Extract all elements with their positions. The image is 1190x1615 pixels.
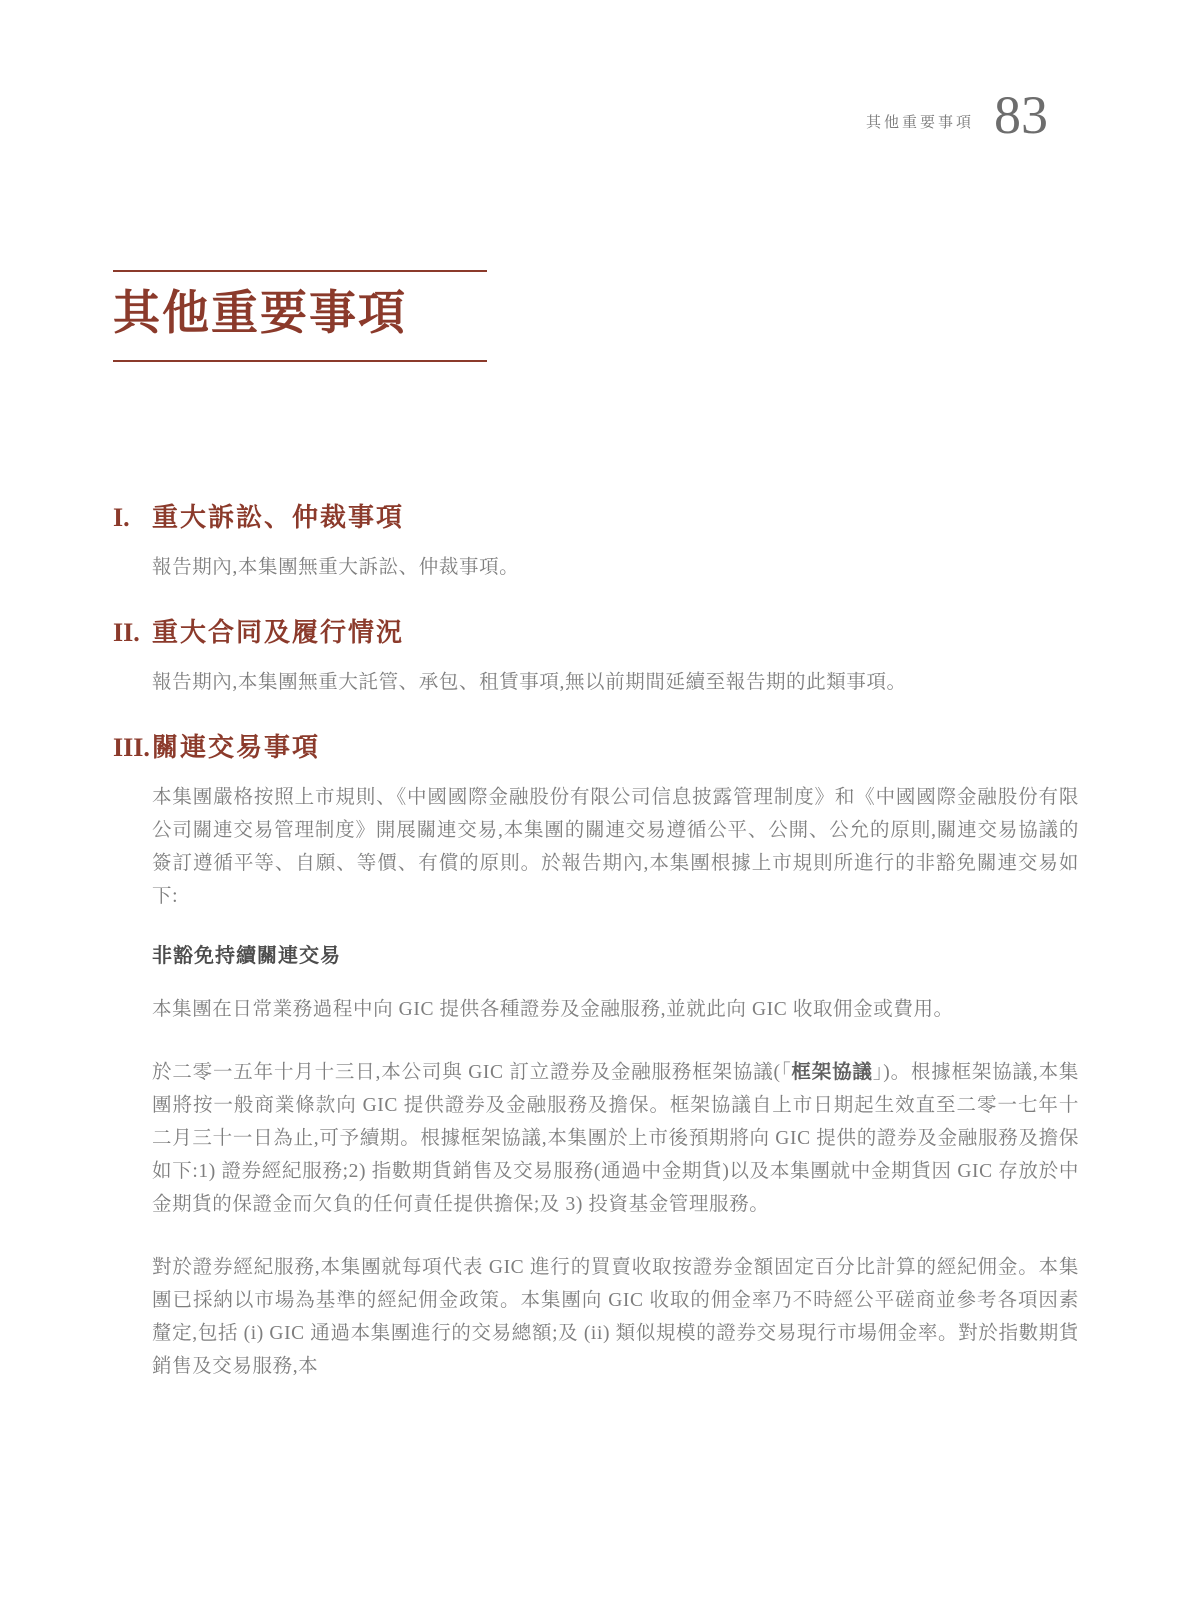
defined-term: 框架協議 bbox=[791, 1062, 873, 1083]
page-number: 83 bbox=[994, 85, 1048, 145]
paragraph bbox=[152, 1056, 1079, 1221]
title-block bbox=[113, 270, 487, 362]
section-heading bbox=[113, 615, 1079, 651]
page-header bbox=[865, 85, 1048, 145]
subsection-heading: 非豁免持續關連交易 bbox=[152, 945, 341, 967]
section-numeral: I. bbox=[113, 503, 130, 532]
section-connected-transactions bbox=[113, 730, 1079, 1383]
section-heading bbox=[113, 730, 1079, 766]
section-heading-text: 關連交易事項 bbox=[152, 733, 321, 762]
paragraph: 本集團在日常業務過程中向 GIC 提供各種證券及金融服務,並就此向 GIC 收取佣金或費用。 bbox=[152, 999, 954, 1020]
paragraph-intro: 本集團嚴格按照上市規則、《中國國際金融股份有限公司信息披露管理制度》和《中國國際金融股份有限公司關連交易管理制度》開展關連交易,本集團的關連交易遵循公平、公開、公允的原則,關連交易協議的簽訂遵循平等、自願、等價、有償的原則。於報告期內,本集團根據上市規則所進行的非豁免關連交易如下: bbox=[152, 787, 1079, 907]
section-litigation bbox=[113, 500, 1079, 584]
section-heading-text: 重大訴訟、仲裁事項 bbox=[152, 503, 405, 532]
paragraph: 報告期內,本集團無重大託管、承包、租賃事項,無以前期間延續至報告期的此類事項。 bbox=[152, 672, 907, 693]
section-contracts bbox=[113, 615, 1079, 699]
section-heading-text: 重大合同及履行情況 bbox=[152, 618, 405, 647]
page-title: 其他重要事項 bbox=[113, 288, 407, 340]
section-numeral: III. bbox=[113, 733, 150, 762]
header-section-label: 其他重要事項 bbox=[865, 115, 974, 131]
section-heading bbox=[113, 500, 1079, 536]
paragraph-run: 」)。根據框架協議,本集團將按一般商業條款向 GIC 提供證券及金融服務及擔保。框架協議自上市日期起生效直至二零一七年十二月三十一日為止,可予續期。根據框架協議,本集團於上市後預期將向 GIC 提供的證券及金融服務及擔保如下:1) 證券經紀服務;2) 指數期貨銷售及交易服務(通過中金期貨)以及本集團就中金期貨因 GIC 存放於中金期貨的保證金而欠負的任何責任提供擔保;及 3) 投資基金管理服務。 bbox=[152, 1062, 1079, 1215]
paragraph: 對於證券經紀服務,本集團就每項代表 GIC 進行的買賣收取按證券金額固定百分比計算的經紀佣金。本集團已採納以市場為基準的經紀佣金政策。本集團向 GIC 收取的佣金率乃不時經公平磋商並參考各項因素釐定,包括 (i) GIC 通過本集團進行的交易總額;及 (ii) 類似規模的證券交易現行市場佣金率。對於指數期貨銷售及交易服務,本 bbox=[152, 1257, 1079, 1377]
section-numeral: II. bbox=[113, 618, 140, 647]
content bbox=[113, 488, 1079, 1383]
paragraph-run: 於二零一五年十月十三日,本公司與 GIC 訂立證券及金融服務框架協議(「 bbox=[152, 1062, 792, 1083]
paragraph: 報告期內,本集團無重大訴訟、仲裁事項。 bbox=[152, 557, 520, 578]
